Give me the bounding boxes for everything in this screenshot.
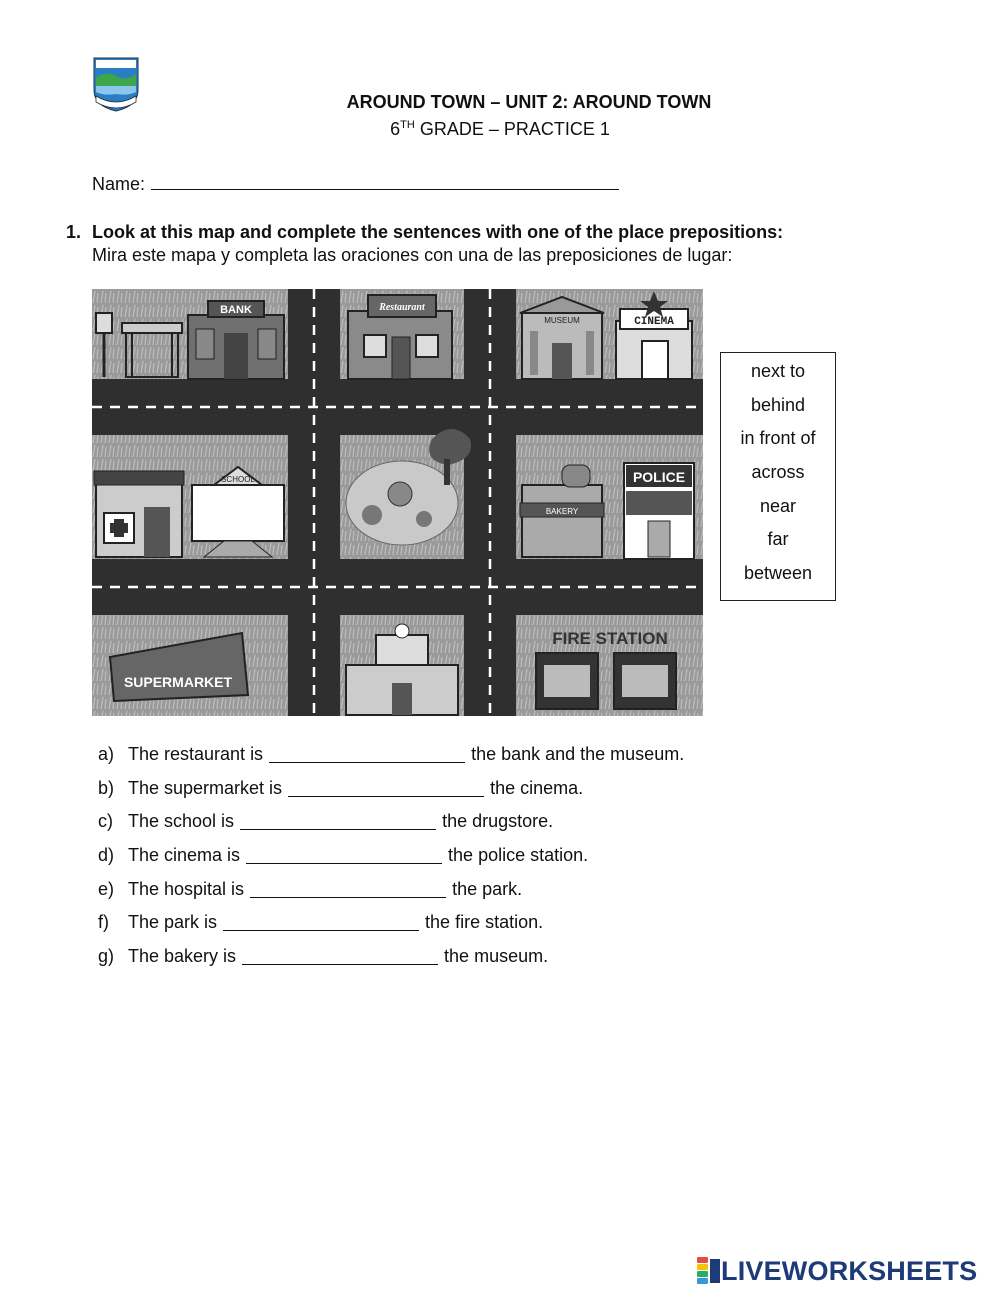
answer-blank-g[interactable] bbox=[242, 946, 438, 965]
question-instruction-es: Mira este mapa y completa las oraciones con una de las preposiciones de lugar: bbox=[92, 245, 733, 265]
sentence-c: c) The school is the drugstore. bbox=[98, 811, 554, 832]
school-sign: SCHOOL bbox=[221, 475, 255, 484]
name-row bbox=[92, 171, 619, 195]
liveworksheets-brand: LIVEWORKSHEETS bbox=[721, 1255, 978, 1286]
name-blank[interactable] bbox=[151, 171, 619, 190]
word-next-to: next to bbox=[750, 361, 806, 381]
answer-blank-e[interactable] bbox=[250, 879, 446, 898]
museum-building bbox=[520, 297, 604, 379]
liveworksheets-icon bbox=[697, 1257, 721, 1285]
police-building bbox=[624, 463, 694, 559]
sentence-f: f) The park is the fire station. bbox=[98, 912, 544, 933]
answer-blank-c[interactable] bbox=[240, 811, 436, 830]
museum-sign: MUSEUM bbox=[544, 316, 580, 325]
word-far: far bbox=[767, 529, 789, 550]
question-number: 1. bbox=[66, 222, 82, 242]
answer-blank-b[interactable] bbox=[288, 778, 484, 797]
sentence-d: d) The cinema is the police station. bbox=[98, 845, 589, 866]
bank-sign: BANK bbox=[220, 304, 252, 316]
sentence-e: e) The hospital is the park. bbox=[98, 878, 523, 899]
liveworksheets-logo[interactable] bbox=[697, 1256, 977, 1286]
bakery-sign: BAKERY bbox=[545, 507, 579, 516]
worksheet-title: AROUND TOWN – UNIT 2: AROUND TOWN bbox=[346, 92, 712, 112]
word-behind: behind bbox=[750, 394, 806, 415]
sentence-list bbox=[98, 744, 684, 980]
word-between: between bbox=[743, 563, 813, 584]
word-across: across bbox=[751, 462, 805, 483]
sentence-g: g) The bakery is the museum. bbox=[98, 946, 549, 967]
answer-blank-a[interactable] bbox=[269, 744, 465, 763]
police-sign: POLICE bbox=[632, 469, 686, 485]
town-map bbox=[92, 289, 703, 716]
question-instruction: 1. Look at this map and complete the sentences with one of the place prepositions: bbox=[66, 222, 784, 242]
drugstore-building bbox=[94, 471, 184, 557]
answer-blank-d[interactable] bbox=[246, 845, 442, 864]
word-in-front-of: in front of bbox=[740, 428, 816, 449]
answer-blank-f[interactable] bbox=[223, 912, 419, 931]
sentence-b: b) The supermarket is the cinema. bbox=[98, 777, 584, 798]
word-bank bbox=[720, 352, 836, 601]
name-label: Name: bbox=[92, 174, 146, 194]
fire-station-sign: FIRE STATION bbox=[552, 629, 668, 648]
cinema-sign: CINEMA bbox=[634, 316, 674, 328]
restaurant-sign: Restaurant bbox=[379, 302, 425, 313]
supermarket-sign: SUPERMARKET bbox=[123, 674, 233, 690]
worksheet-subtitle: 6TH GRADE – PRACTICE 1 bbox=[390, 119, 610, 139]
sentence-a: a) The restaurant is the bank and the museum. bbox=[98, 744, 685, 764]
word-near: near bbox=[759, 495, 797, 516]
